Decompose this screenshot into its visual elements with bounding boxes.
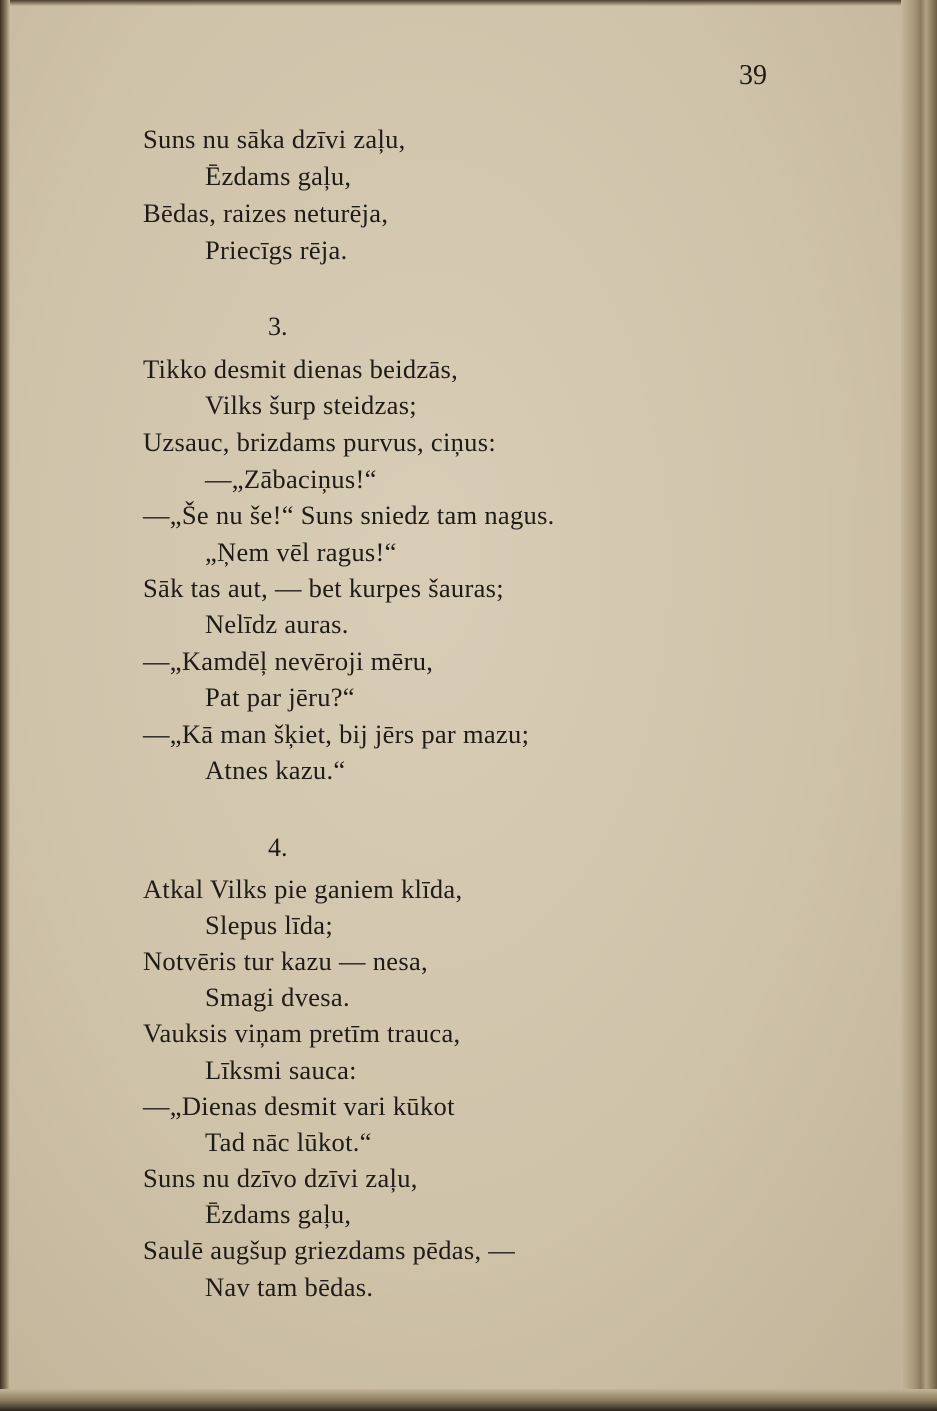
poem-line: Uzsauc, brizdams purvus, ciņus:	[143, 427, 496, 457]
poem-line: Slepus līda;	[205, 910, 333, 940]
poem-line: Nelīdz auras.	[205, 609, 349, 639]
poem-line: Smagi dvesa.	[205, 982, 350, 1012]
poem-line: —„Dienas desmit vari kūkot	[143, 1091, 455, 1121]
poem-line: Vauksis viņam pretīm trauca,	[143, 1018, 461, 1048]
poem-line: Nav tam bēdas.	[205, 1272, 374, 1302]
poem-line: Saulē augšup griezdams pēdas, —	[143, 1235, 516, 1265]
poem-line: —„Zābaciņus!“	[205, 464, 377, 494]
page-number: 39	[739, 60, 767, 91]
section-number: 4.	[268, 833, 288, 862]
poem-line: Tad nāc lūkot.“	[205, 1127, 372, 1157]
poem-line: Atnes kazu.“	[205, 755, 346, 785]
poem-line: Līksmi sauca:	[205, 1055, 357, 1085]
poem-line: —„Kā man šķiet, bij jērs par mazu;	[143, 719, 530, 749]
page-right-edge	[901, 0, 937, 1411]
poem-line: Notvēris tur kazu — nesa,	[143, 946, 428, 976]
poem-line: Ēzdams gaļu,	[205, 161, 352, 191]
section-number: 3.	[268, 312, 288, 341]
poem-line: Suns nu dzīvo dzīvi zaļu,	[143, 1163, 418, 1193]
poem-line: Atkal Vilks pie ganiem klīda,	[143, 874, 463, 904]
page-top-edge	[0, 0, 937, 6]
page-left-edge	[0, 0, 10, 1411]
poem-line: Vilks šurp steidzas;	[205, 390, 417, 420]
poem-line: Ēzdams gaļu,	[205, 1199, 352, 1229]
poem-line: —„Še nu še!“ Suns sniedz tam nagus.	[143, 500, 555, 530]
poem-line: „Ņem vēl ragus!“	[205, 537, 397, 567]
poem-line: Sāk tas aut, — bet kurpes šauras;	[143, 573, 504, 603]
poem-line: Suns nu sāka dzīvi zaļu,	[143, 124, 406, 154]
poem-line: Bēdas, raizes neturēja,	[143, 198, 389, 228]
poem-line: —„Kamdēļ nevēroji mēru,	[143, 646, 434, 676]
poem-line: Tikko desmit dienas beidzās,	[143, 354, 459, 384]
poem-line: Priecīgs rēja.	[205, 235, 348, 265]
poem-line: Pat par jēru?“	[205, 682, 355, 712]
page-bottom-edge	[0, 1389, 937, 1411]
